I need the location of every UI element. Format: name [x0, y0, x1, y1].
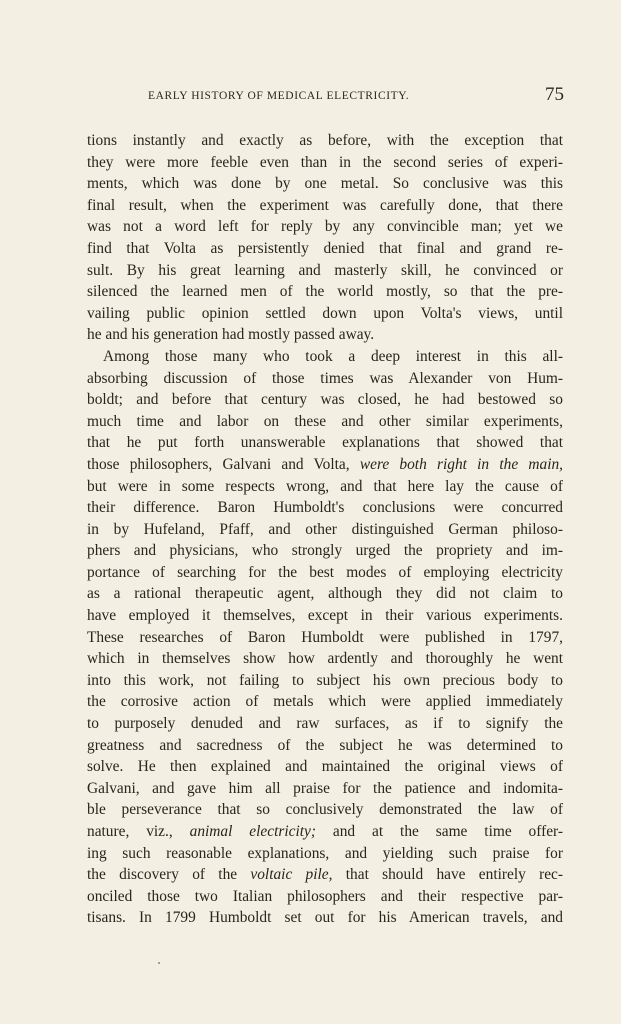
- paragraph-start-line: Among those many who took a deep interest in this all-: [103, 347, 563, 365]
- text-line: boldt; and before that century was closed, he had bestowed so: [87, 391, 563, 409]
- italic-phrase: voltaic pile,: [250, 866, 333, 884]
- text-line: ments, which was done by one metal. So conclusive was this: [87, 175, 563, 193]
- text-line: was not a word left for reply by any convincible man; yet we: [87, 218, 563, 236]
- text-line: tions instantly and exactly as before, with the exception that: [87, 132, 563, 149]
- text-segment: that should have entirely rec-: [332, 866, 563, 884]
- paper-speck: [158, 962, 160, 964]
- text-line: absorbing discussion of those times was Alexander von Hum-: [87, 369, 563, 387]
- text-line: as a rational therapeutic agent, although they did not claim to: [87, 585, 563, 603]
- text-line: much time and labor on these and other similar experiments,: [87, 412, 563, 430]
- text-line: into this work, not failing to subject his own precious body to: [87, 671, 563, 689]
- text-line: Galvani, and gave him all praise for the patience and indomita-: [87, 779, 563, 797]
- text-line: silenced the learned men of the world mostly, so that the pre-: [87, 283, 563, 301]
- text-segment: and at the same time offer-: [315, 823, 563, 840]
- text-line: he and his generation had mostly passed away.: [87, 326, 375, 344]
- body-text: [87, 130, 563, 929]
- text-line: final result, when the experiment was carefully done, that there: [87, 196, 563, 214]
- page-number: 75: [545, 84, 564, 105]
- text-line: ing such reasonable explanations, and yielding such praise for: [87, 844, 563, 862]
- text-line: ble perseverance that so conclusively demonstrated the law of: [87, 801, 563, 819]
- text-segment: those philosophers, Galvani and Volta,: [87, 455, 360, 473]
- text-line: [87, 864, 563, 886]
- text-line: find that Volta as persistently denied that final and grand re-: [87, 239, 563, 257]
- text-line: [87, 821, 563, 843]
- text-line: These researches of Baron Humboldt were published in 1797,: [87, 628, 563, 646]
- italic-phrase: animal electricity;: [189, 823, 316, 840]
- text-line: tisans. In 1799 Humboldt set out for his American travels, and: [87, 909, 563, 927]
- italic-phrase: were both right in the main,: [359, 455, 564, 473]
- text-line: greatness and sacredness of the subject he was determined to: [87, 736, 563, 754]
- text-line: that he put forth unanswerable explanations that showed that: [87, 434, 563, 452]
- text-line: to purposely denuded and raw surfaces, as if to signify the: [87, 715, 563, 733]
- text-line: portance of searching for the best modes of employing electricity: [87, 563, 563, 581]
- text-line: vailing public opinion settled down upon Volta's views, until: [87, 304, 563, 322]
- text-line: which in themselves show how ardently and thoroughly he went: [87, 650, 563, 668]
- text-line: have employed it themselves, except in their various experiments.: [87, 607, 563, 625]
- text-line: but were in some respects wrong, and that here lay the cause of: [87, 477, 563, 495]
- text-line: their difference. Baron Humboldt's conclusions were concurred: [87, 499, 563, 517]
- text-segment: the discovery of the: [87, 866, 251, 884]
- text-segment: nature, viz.,: [87, 823, 190, 840]
- text-line: solve. He then explained and maintained the original views of: [87, 758, 563, 776]
- text-line: onciled those two Italian philosophers and their respective par-: [87, 887, 563, 905]
- text-line: sult. By his great learning and masterly skill, he convinced or: [87, 261, 563, 279]
- text-line: in by Hufeland, Pfaff, and other distinguished German philoso-: [87, 520, 563, 538]
- running-title: EARLY HISTORY OF MEDICAL ELECTRICITY.: [148, 90, 410, 102]
- text-line: [87, 454, 563, 476]
- text-line: they were more feeble even than in the second series of experi-: [87, 153, 563, 171]
- text-line: phers and physicians, who strongly urged the propriety and im-: [87, 542, 563, 560]
- text-line: the corrosive action of metals which were applied immediately: [87, 693, 563, 711]
